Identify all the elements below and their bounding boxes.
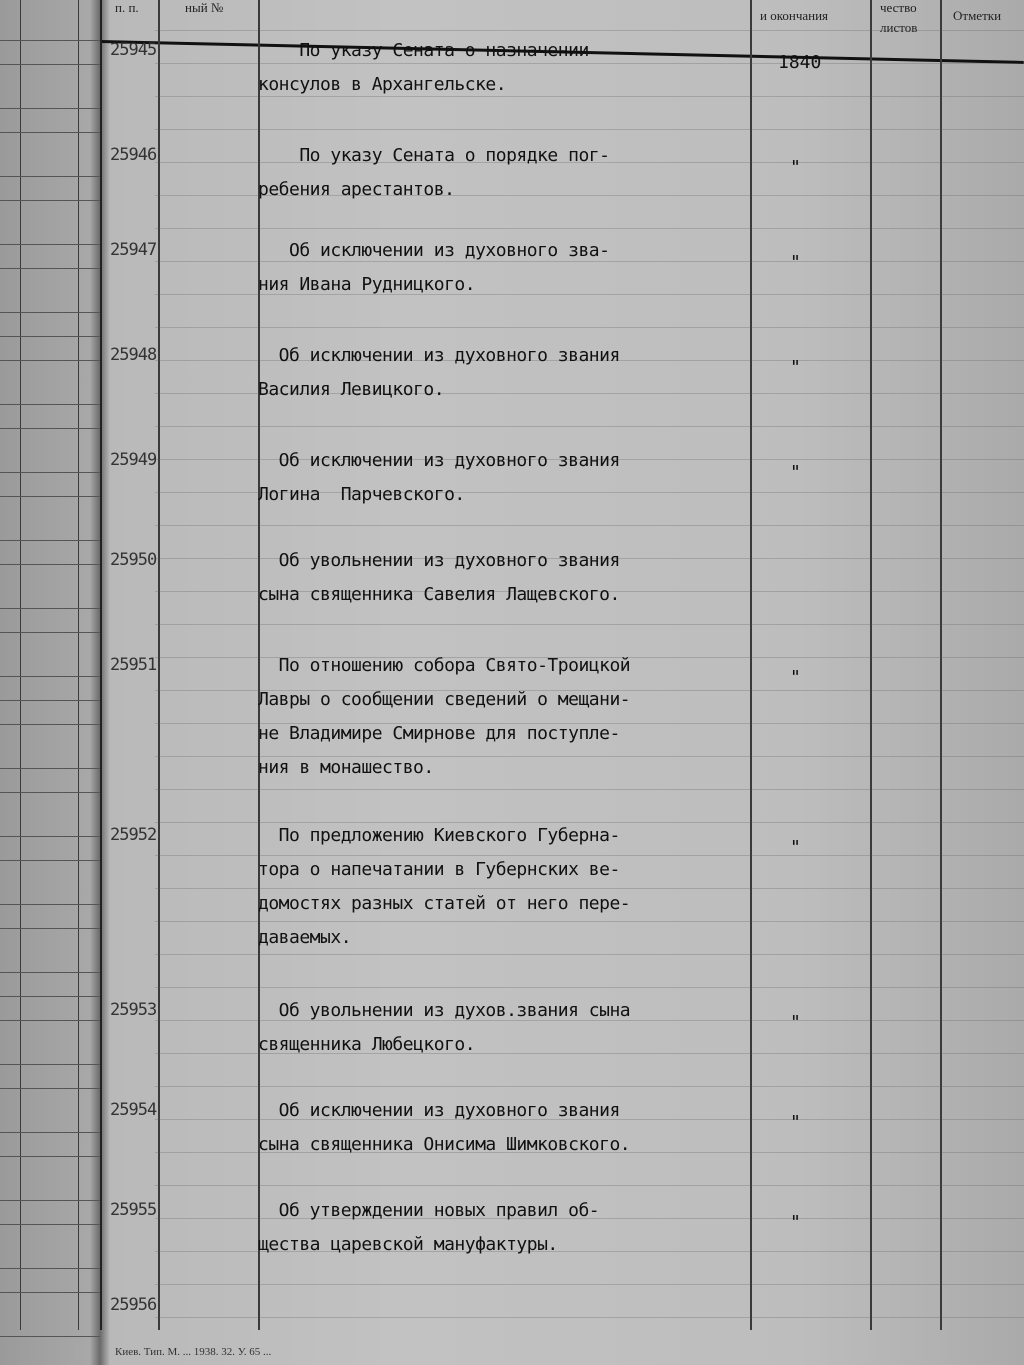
prev-page-line bbox=[0, 836, 100, 837]
prev-page-line bbox=[0, 700, 100, 701]
prev-page-line bbox=[0, 768, 100, 769]
entry-year: " bbox=[790, 462, 801, 483]
entry-title: Об увольнении из духов.звания сына священника Любецкого. bbox=[258, 1000, 631, 1055]
prev-page-line bbox=[0, 996, 100, 997]
ruled-line bbox=[155, 129, 1024, 130]
entry-year: " bbox=[790, 1112, 801, 1133]
entry-year: " bbox=[790, 1012, 801, 1033]
prev-page-line bbox=[0, 1268, 100, 1269]
entry-title: По предложению Киевского Губерна- тора о напечатании в Губернских ве- домостях разных статей от него пере- даваемых. bbox=[258, 825, 631, 948]
ruled-line bbox=[155, 624, 1024, 625]
ruled-line bbox=[155, 1317, 1024, 1318]
prev-page-line bbox=[0, 928, 100, 929]
column-divider bbox=[870, 0, 872, 1330]
entry-number: 25953 bbox=[110, 1000, 157, 1020]
ruled-line bbox=[155, 987, 1024, 988]
prev-page-line bbox=[0, 132, 100, 133]
header-sheets: листов bbox=[880, 20, 918, 35]
prev-page-line bbox=[0, 1156, 100, 1157]
prev-page-line bbox=[0, 632, 100, 633]
prev-page-line bbox=[0, 1020, 100, 1021]
prev-page-line bbox=[0, 540, 100, 541]
entry-title: Об увольнении из духовного звания сына священника Савелия Лащевского. bbox=[258, 550, 620, 605]
entry-title: Об исключении из духовного звания сына священника Онисима Шимковского. bbox=[258, 1100, 631, 1155]
prev-page-line bbox=[0, 200, 100, 201]
prev-page-line bbox=[0, 676, 100, 677]
entry-title: Об исключении из духовного звания Василия Левицкого. bbox=[258, 345, 620, 400]
entry-year: " bbox=[790, 157, 801, 178]
prev-page-line bbox=[0, 312, 100, 313]
page-edge bbox=[100, 0, 102, 1330]
entry-title: Об утверждении новых правил об- щества царевской мануфактуры. bbox=[258, 1200, 600, 1255]
ruled-line bbox=[155, 789, 1024, 790]
prev-page-line bbox=[0, 64, 100, 65]
prev-page-line bbox=[0, 1200, 100, 1201]
entry-number: 25954 bbox=[110, 1100, 157, 1120]
entry-title: По отношению собора Свято-Троицкой Лавры о сообщении сведений о мещани- не Владимире Смирнове для поступле- ния в монашество. bbox=[258, 655, 631, 778]
prev-page-line bbox=[0, 108, 100, 109]
ruled-line bbox=[155, 30, 1024, 31]
prev-page-line bbox=[0, 244, 100, 245]
prev-page-line bbox=[0, 360, 100, 361]
prev-page-line bbox=[0, 792, 100, 793]
prev-page-line bbox=[0, 1292, 100, 1293]
prev-page-line bbox=[0, 1336, 100, 1337]
prev-page-line bbox=[0, 1132, 100, 1133]
entry-title: Об исключении из духовного зва- ния Ивана Рудницкого. bbox=[258, 240, 610, 295]
entry-title: По указу Сената о порядке пог- ребения арестантов. bbox=[258, 145, 610, 200]
column-divider bbox=[158, 0, 160, 1330]
prev-page-line bbox=[0, 336, 100, 337]
prev-page-line bbox=[0, 1224, 100, 1225]
entry-number: 25946 bbox=[110, 145, 157, 165]
header-dates: и окончания bbox=[760, 8, 829, 23]
entry-number: 25950 bbox=[110, 550, 157, 570]
entry-year: " bbox=[790, 357, 801, 378]
prev-page-line bbox=[0, 40, 100, 41]
ruled-line bbox=[155, 1086, 1024, 1087]
prev-page-line bbox=[0, 1088, 100, 1089]
prev-page-line bbox=[0, 972, 100, 973]
entry-year: " bbox=[790, 252, 801, 273]
prev-page-line bbox=[0, 904, 100, 905]
entry-number: 25948 bbox=[110, 345, 157, 365]
prev-page-line bbox=[0, 176, 100, 177]
entry-year: " bbox=[790, 837, 801, 858]
prev-page-line bbox=[0, 1064, 100, 1065]
ruled-line bbox=[155, 327, 1024, 328]
prev-page-line bbox=[0, 268, 100, 269]
entry-number: 25952 bbox=[110, 825, 157, 845]
prev-page-line bbox=[0, 564, 100, 565]
ruled-line bbox=[155, 228, 1024, 229]
header-sheets: чество bbox=[880, 0, 917, 15]
header-number: п. п. bbox=[115, 0, 139, 15]
entry-number: 25949 bbox=[110, 450, 157, 470]
entry-title: По указу Сената о назначении консулов в Архангельске. bbox=[258, 40, 589, 95]
header-notes: Отметки bbox=[953, 8, 1002, 23]
prev-page-line bbox=[0, 404, 100, 405]
prev-page-line bbox=[0, 428, 100, 429]
ruled-line bbox=[155, 1185, 1024, 1186]
entry-number: 25955 bbox=[110, 1200, 157, 1220]
prev-page-line bbox=[0, 472, 100, 473]
ruled-line bbox=[155, 525, 1024, 526]
prev-page-line bbox=[0, 496, 100, 497]
printer-footer: Киев. Тип. М. ... 1938. 32. У. 65 ... bbox=[115, 1346, 272, 1358]
entry-number: 25951 bbox=[110, 655, 157, 675]
entry-year: " bbox=[790, 1212, 801, 1233]
entry-title: Об исключении из духовного звания Логина Парчевского. bbox=[258, 450, 620, 505]
prev-page-line bbox=[0, 608, 100, 609]
ruled-line bbox=[155, 1284, 1024, 1285]
ruled-line bbox=[155, 426, 1024, 427]
prev-page-line bbox=[0, 724, 100, 725]
entry-year: 1840 bbox=[778, 52, 822, 73]
prev-page-line bbox=[0, 860, 100, 861]
entry-number: 25945 bbox=[110, 40, 157, 60]
column-divider bbox=[940, 0, 942, 1330]
header-old-number: ный № bbox=[185, 0, 224, 15]
entry-number: 25956 bbox=[110, 1295, 157, 1315]
entry-year: " bbox=[790, 667, 801, 688]
entry-number: 25947 bbox=[110, 240, 157, 260]
